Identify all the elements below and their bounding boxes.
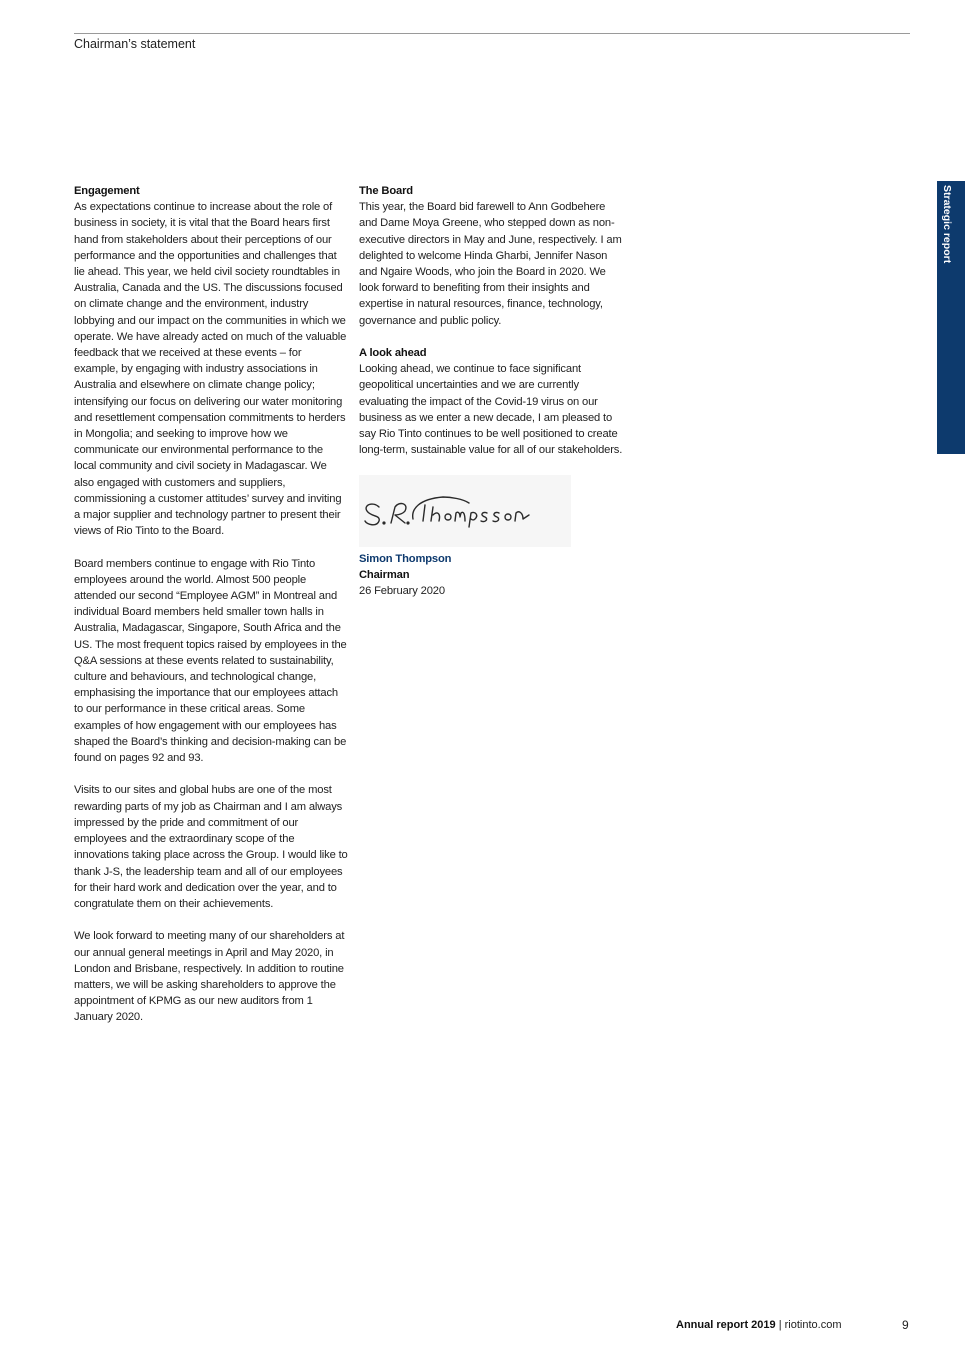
page-number: 9 (902, 1318, 909, 1332)
signature-date: 26 February 2020 (359, 585, 445, 598)
engagement-paragraph-2: Board members continue to engage with Rio Tinto employees around the world. Almost 500 people attended our second “Employee AGM” in Montreal and individual Board members held smaller town halls in Australia, Madagascar, Singapore, South Africa and the US. The most frequent topics raised by employees in the Q&A sessions at these events related to sustainability, culture and behaviours, and technological change, emphasising the importance that our employees attach to our performance in these critical areas. Some examples of how engagement with our employees has shaped the Board’s thinking and decision-making can be found on pages 92 and 93. (74, 557, 347, 765)
signatory-name: Simon Thompson (359, 552, 452, 565)
engagement-paragraph-3: Visits to our sites and global hubs are one of the most rewarding parts of my job as Chairman and I am always impressed by the pride and commitment of our employees and the extraordinary scope of the innovations taking place across the Group. I would like to thank J-S, the leadership team and all of our employees for their hard work and dedication over the year, and to congratulate them on their achievements. (74, 784, 348, 910)
strategic-report-tab[interactable] (937, 181, 965, 454)
outlook-paragraph: Looking ahead, we continue to face significant geopolitical uncertainties and we are currently evaluating the impact of the Covid-19 virus on our business as we enter a new decade, I am pleased to say Rio Tinto continues to be well positioned to create long-term, sustainable value for all of our stakeholders. (359, 363, 623, 457)
engagement-paragraph-4: We look forward to meeting many of our shareholders at our annual general meetings in April and May 2020, in London and Brisbane, respectively. In addition to routine matters, we will be asking shareholders to approve the appointment of KPMG as our new auditors from 1 January 2020. (74, 930, 345, 1024)
engagement-heading: Engagement (74, 185, 140, 197)
signature-drawing (359, 475, 571, 547)
board-heading: The Board (359, 185, 413, 197)
footer-report-label: Annual report 2019 (676, 1319, 776, 1331)
signatory-title: Chairman (359, 568, 410, 581)
outlook-heading: A look ahead (359, 347, 427, 360)
footer-separator: | (778, 1319, 782, 1331)
side-tab-label: Strategic report (941, 185, 953, 264)
header-rule (74, 33, 910, 34)
board-paragraph: This year, the Board bid farewell to Ann Godbehere and Dame Moya Greene, who stepped down as non-executive directors in May and June, respectively. I am delighted to welcome Hinda Gharbi, Jennifer Nason and Ngaire Woods, who join the Board in 2020. We look forward to benefiting from their insights and expertise in natural resources, finance, technology, governance and public policy. (359, 201, 622, 327)
left-column (74, 183, 348, 1042)
footer-website-link[interactable]: riotinto.com (784, 1319, 842, 1331)
handwritten-signature (359, 475, 571, 547)
right-column (359, 183, 625, 599)
page-section-title: Chairman’s statement (74, 37, 196, 51)
footer-report-info (676, 1319, 841, 1331)
engagement-paragraph-1: As expectations continue to increase about the role of business in society, it is vital that the Board hears first hand from stakeholders about their perceptions of our performance and the opportunities and challenges that lie ahead. This year, we held civil society roundtables in Australia, Canada and the US. The discussions focused on climate change and the environment, industry lobbying and our impact on the communities in which we operate. We have already acted on much of the valuable feedback that we received at these events – for example, by engaging with industry associations in Australia and elsewhere on climate change policy; intensifying our focus on delivering our water monitoring and resettlement compensation commitments to herders in Mongolia; and seeking to improve how we communicate our environmental performance to the local community and civil society in Madagascar. We also engaged with customers and suppliers, commissioning a customer attitudes’ survey and inviting a major supplier and technology partner to present their views of Rio Tinto to the Board. (74, 201, 347, 538)
